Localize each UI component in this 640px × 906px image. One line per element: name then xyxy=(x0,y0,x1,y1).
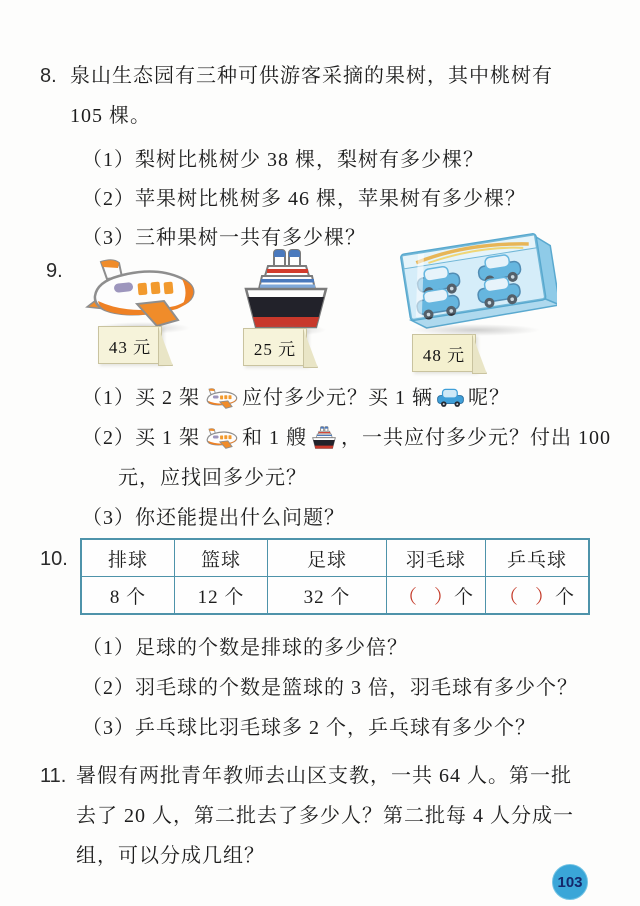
header-pingpong: 乒乓球 xyxy=(486,539,590,577)
unit-label: 个 xyxy=(555,586,576,608)
problem-9-item-2 xyxy=(82,418,611,458)
ball-count-table xyxy=(80,538,590,615)
ship-illustration xyxy=(240,248,332,332)
problem-8-item-2: （2）苹果树比桃树多 46 棵，苹果树有多少棵？ xyxy=(82,188,526,210)
problem-8-item-1: （1）梨树比桃树少 38 棵，梨树有多少棵？ xyxy=(82,149,484,171)
item-text: （1）买 2 架 xyxy=(82,387,200,409)
price-label: 43 元 xyxy=(108,337,152,357)
table-value-row xyxy=(81,577,589,615)
item-text: 应付多少元？买 1 辆 xyxy=(242,387,433,409)
cell-volleyball-count: 8 个 xyxy=(81,577,175,615)
stem-line: 去了 20 人，第二批去了多少人？第二批每 4 人分成一 xyxy=(76,805,574,827)
problem-9-number: 9. xyxy=(46,260,63,282)
car-box-illustration xyxy=(392,232,557,332)
problem-9 xyxy=(40,232,610,532)
cell-badminton-blank xyxy=(387,577,486,615)
airplane-icon xyxy=(204,388,238,409)
tag-fold xyxy=(472,334,487,374)
price-tag-car-box xyxy=(412,334,476,372)
price-label: 25 元 xyxy=(253,339,297,359)
airplane-icon xyxy=(204,428,238,449)
table-header-row xyxy=(81,539,589,577)
problem-10-number: 10. xyxy=(40,548,68,570)
open-paren: （ xyxy=(397,586,418,608)
close-paren: ） xyxy=(433,586,454,608)
stem-line: 暑假有两批青年教师去山区支教，一共 64 人。第一批 xyxy=(76,765,572,787)
cell-basketball-count: 12 个 xyxy=(175,577,268,615)
item-text: 呢？ xyxy=(468,387,510,409)
price-label: 48 元 xyxy=(422,345,466,365)
item-text: （3）你还能提出什么问题？ xyxy=(82,507,345,529)
toy-airplane-image xyxy=(85,258,197,333)
page-number: 103 xyxy=(557,873,583,891)
toy-car-box-image xyxy=(392,232,557,337)
problem-8-item-3: （3）三种果树一共有多少棵？ xyxy=(82,227,366,249)
problem-8-number: 8. xyxy=(40,65,57,87)
problem-11-number: 11. xyxy=(40,765,67,787)
header-basketball: 篮球 xyxy=(175,539,268,577)
problem-11 xyxy=(40,756,610,876)
header-football: 足球 xyxy=(268,539,387,577)
unit-label: 个 xyxy=(454,586,475,608)
stem-line: 105 棵。 xyxy=(70,105,151,127)
header-volleyball: 排球 xyxy=(81,539,175,577)
stem-line: 组，可以分成几组？ xyxy=(76,845,265,867)
problem-8 xyxy=(40,56,610,249)
problem-10-item-2: （2）羽毛球的个数是篮球的 3 倍，羽毛球有多少个？ xyxy=(82,677,578,699)
problem-9-item-3 xyxy=(82,498,611,538)
item-text: 和 1 艘 xyxy=(242,427,307,449)
page-number-badge xyxy=(552,864,588,900)
problem-10-item-1: （1）足球的个数是排球的多少倍？ xyxy=(82,637,408,659)
problem-10-item-3: （3）乒乓球比羽毛球多 2 个，乒乓球有多少个？ xyxy=(82,717,536,739)
car-icon xyxy=(437,388,464,408)
cell-football-count: 32 个 xyxy=(268,577,387,615)
toy-ship-image xyxy=(240,248,332,337)
header-badminton: 羽毛球 xyxy=(387,539,486,577)
price-tag-ship xyxy=(243,328,307,366)
price-tag-airplane xyxy=(98,326,162,364)
item-text: ，一共应付多少元？付出 100 xyxy=(341,427,611,449)
problem-9-item-1 xyxy=(82,378,611,418)
problem-8-stem xyxy=(70,56,553,136)
problem-9-item-2-line-2 xyxy=(82,458,611,498)
airplane-illustration xyxy=(85,258,197,328)
stem-line: 泉山生态园有三种可供游客采摘的果树，其中桃树有 xyxy=(70,65,553,87)
ship-icon xyxy=(311,426,337,450)
problem-11-stem xyxy=(76,756,574,876)
close-paren: ） xyxy=(534,586,555,608)
open-paren: （ xyxy=(498,586,519,608)
cell-pingpong-blank xyxy=(486,577,590,615)
item-text: （2）买 1 架 xyxy=(82,427,200,449)
item-text: 元，应找回多少元？ xyxy=(118,467,307,489)
